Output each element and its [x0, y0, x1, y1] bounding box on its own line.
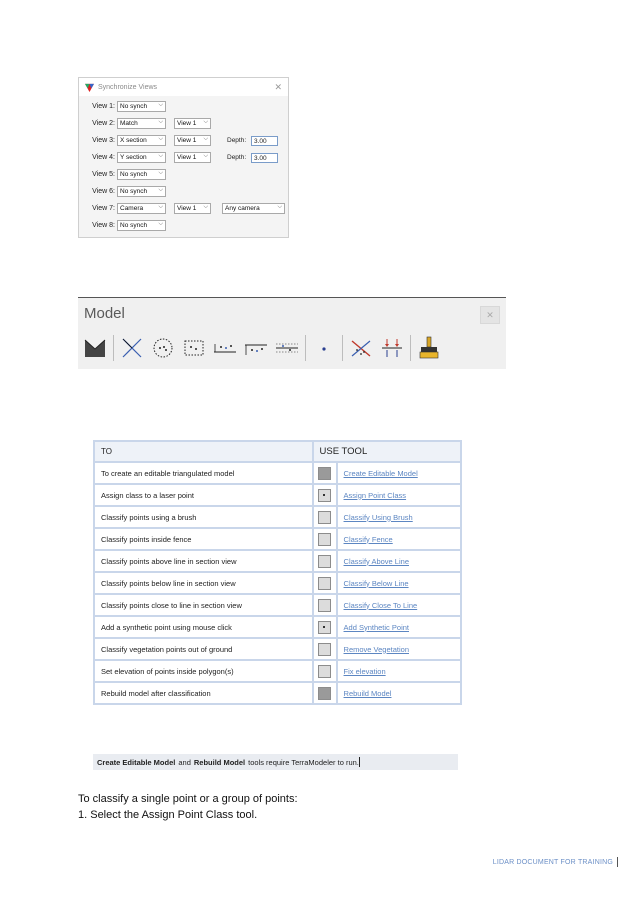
close-icon[interactable]: ✕ [480, 306, 500, 324]
depth-label: Depth: [227, 154, 247, 161]
table-header-row [94, 441, 461, 462]
task-description: Classify vegetation points out of ground [94, 638, 313, 660]
chevron-down-icon: ⌵ [158, 119, 163, 125]
divider [410, 335, 411, 361]
divider [305, 335, 306, 361]
vegetation-icon [349, 336, 373, 360]
footer-divider [617, 857, 618, 867]
task-description: To create an editable triangulated model [94, 462, 313, 484]
table-row [94, 682, 461, 704]
terramodeler-note [93, 754, 458, 770]
chevron-down-icon: ⌵ [158, 221, 163, 227]
rebuild-model-button[interactable] [416, 335, 442, 361]
create-model-icon [318, 467, 331, 480]
tool-icon-cell [313, 682, 337, 704]
task-description: Classify points using a brush [94, 506, 313, 528]
tool-icon-cell [313, 506, 337, 528]
depth-label: Depth: [227, 137, 247, 144]
divider [113, 335, 114, 361]
view-3-row [87, 134, 117, 147]
view-label: View 2: [92, 120, 115, 127]
view-6-sync-select[interactable] [117, 186, 166, 197]
chevron-down-icon: ⌵ [203, 119, 208, 125]
close-to-line-icon [275, 336, 299, 360]
chevron-down-icon: ⌵ [158, 136, 163, 142]
tool-icon-cell [313, 550, 337, 572]
view-5-sync-select[interactable] [117, 169, 166, 180]
divider [78, 297, 506, 298]
classify-fence-button[interactable] [181, 335, 207, 361]
fix-elevation-icon [380, 336, 404, 360]
view-7-row [87, 202, 117, 215]
below-line-icon [318, 577, 331, 590]
task-description: Assign class to a laser point [94, 484, 313, 506]
tool-link[interactable]: Classify Close To Line [337, 594, 461, 616]
table-row [94, 462, 461, 484]
task-description: Classify points close to line in section view [94, 594, 313, 616]
column-header-to: TO [94, 441, 313, 462]
fix-elevation-button[interactable] [379, 335, 405, 361]
task-description: Set elevation of points inside polygon(s) [94, 660, 313, 682]
select-value: Camera [120, 205, 144, 212]
view-7-sync-select[interactable] [117, 203, 166, 214]
chevron-down-icon: ⌵ [158, 153, 163, 159]
below-line-icon [244, 336, 268, 360]
view-4-row [87, 151, 117, 164]
toolbar-tools [82, 334, 447, 362]
close-icon[interactable]: ✕ [274, 81, 282, 92]
point-class-icon [318, 489, 331, 502]
page-footer [493, 857, 618, 867]
column-header-use-tool: USE TOOL [313, 441, 461, 462]
table-row [94, 484, 461, 506]
synchronize-views-dialog [78, 77, 289, 238]
table-row [94, 616, 461, 638]
view-label: View 4: [92, 154, 115, 161]
view-4-sync-select[interactable] [117, 152, 166, 163]
view-2-row [87, 117, 117, 130]
tool-link[interactable]: Remove Vegetation [337, 638, 461, 660]
tool-icon-cell [313, 462, 337, 484]
select-value: View 1 [177, 137, 197, 144]
dialog-title: Synchronize Views [98, 83, 158, 91]
select-value: Match [120, 120, 138, 127]
view-8-row [87, 219, 117, 232]
chevron-down-icon: ⌵ [203, 204, 208, 210]
chevron-down-icon: ⌵ [158, 187, 163, 193]
table-row [94, 572, 461, 594]
select-value: View 1 [177, 205, 197, 212]
chevron-down-icon: ⌵ [203, 136, 208, 142]
tool-reference-table [93, 440, 462, 705]
text-cursor [359, 757, 360, 767]
select-value: View 1 [177, 154, 197, 161]
tool-link[interactable]: Classify Fence [337, 528, 461, 550]
rectangle-fence-icon [182, 336, 206, 360]
table-row [94, 594, 461, 616]
fix-elevation-icon [318, 665, 331, 678]
view-5-row [87, 168, 117, 181]
terrascan-logo-icon [85, 83, 94, 92]
select-value: No synch [120, 222, 148, 229]
rebuild-icon [318, 687, 331, 700]
view-3-target-select[interactable] [174, 135, 211, 146]
brush-icon [318, 511, 331, 524]
dialog-titlebar [79, 78, 288, 96]
classify-circle-button[interactable] [150, 335, 176, 361]
view-label: View 7: [92, 205, 115, 212]
view-1-row [87, 100, 117, 113]
view-label: View 5: [92, 171, 115, 178]
chevron-down-icon: ⌵ [158, 204, 163, 210]
tool-icon-cell [313, 484, 337, 506]
chevron-down-icon: ⌵ [158, 102, 163, 108]
tool-icon-cell [313, 572, 337, 594]
divider [342, 335, 343, 361]
classify-below-line-button[interactable] [243, 335, 269, 361]
instruction-step-1: 1. Select the Assign Point Class tool. [78, 809, 258, 821]
note-and: and [178, 757, 191, 767]
view-4-depth-input[interactable]: 3.00 [251, 153, 278, 163]
tool-link[interactable]: Classify Using Brush [337, 506, 461, 528]
table-row [94, 660, 461, 682]
view-4-target-select[interactable] [174, 152, 211, 163]
tool-link[interactable]: Create Editable Model [337, 462, 461, 484]
view-2-target-select[interactable] [174, 118, 211, 129]
task-description: Classify points inside fence [94, 528, 313, 550]
select-value: X section [120, 137, 147, 144]
table-row [94, 638, 461, 660]
classify-close-to-line-button[interactable] [274, 335, 300, 361]
footer-text: LIDAR DOCUMENT FOR TRAINING [492, 858, 613, 866]
table-row [94, 506, 461, 528]
circle-fence-icon [151, 336, 175, 360]
create-editable-model-button[interactable] [82, 335, 108, 361]
table-row [94, 550, 461, 572]
tool-icon-cell [313, 528, 337, 550]
view-6-row [87, 185, 117, 198]
above-line-icon [213, 336, 237, 360]
tool-icon-cell [313, 616, 337, 638]
close-to-line-icon [318, 599, 331, 612]
tool-link[interactable]: Fix elevation [337, 660, 461, 682]
view-label: View 1: [92, 103, 115, 110]
synthetic-point-icon [318, 621, 331, 634]
instruction-intro: To classify a single point or a group of points: [78, 793, 298, 805]
chevron-down-icon: ⌵ [203, 153, 208, 159]
select-value: Y section [120, 154, 147, 161]
model-toolbar [78, 297, 506, 369]
vegetation-icon [318, 643, 331, 656]
chevron-down-icon: ⌵ [277, 204, 282, 210]
view-1-sync-select[interactable] [117, 101, 166, 112]
fence-icon [318, 533, 331, 546]
tool-link[interactable]: Classify Above Line [337, 550, 461, 572]
chevron-down-icon: ⌵ [158, 170, 163, 176]
tool-link[interactable]: Add Synthetic Point [337, 616, 461, 638]
view-8-sync-select[interactable] [117, 220, 166, 231]
view-7-target-select[interactable] [174, 203, 211, 214]
tool-icon-cell [313, 638, 337, 660]
tool-link[interactable]: Rebuild Model [337, 682, 461, 704]
tool-link[interactable]: Classify Below Line [337, 572, 461, 594]
rebuild-model-icon [417, 336, 441, 360]
above-line-icon [318, 555, 331, 568]
view-label: View 6: [92, 188, 115, 195]
select-value: View 1 [177, 120, 197, 127]
task-description: Rebuild model after classification [94, 682, 313, 704]
table-row [94, 528, 461, 550]
select-value: No synch [120, 188, 148, 195]
task-description: Classify points below line in section view [94, 572, 313, 594]
view-label: View 3: [92, 137, 115, 144]
tool-icon-cell [313, 594, 337, 616]
select-value: Any camera [225, 205, 260, 212]
view-2-sync-select[interactable] [117, 118, 166, 129]
add-synthetic-point-button[interactable] [311, 335, 337, 361]
note-rest: tools require TerraModeler to run. [248, 757, 359, 767]
note-bold-create-model: Create Editable Model [97, 757, 176, 767]
classify-above-line-button[interactable] [212, 335, 238, 361]
view-label: View 8: [92, 222, 115, 229]
view-3-depth-input[interactable]: 3.00 [251, 136, 278, 146]
note-bold-rebuild-model: Rebuild Model [193, 757, 246, 767]
select-value: No synch [120, 171, 148, 178]
brush-cross-icon [120, 336, 144, 360]
triangulated-model-icon [83, 336, 107, 360]
toolbar-title: Model [84, 305, 125, 322]
tool-link[interactable]: Assign Point Class [337, 484, 461, 506]
tool-icon-cell [313, 660, 337, 682]
classify-using-brush-button[interactable] [119, 335, 145, 361]
task-description: Add a synthetic point using mouse click [94, 616, 313, 638]
task-description: Classify points above line in section view [94, 550, 313, 572]
select-value: No synch [120, 103, 148, 110]
remove-vegetation-button[interactable] [348, 335, 374, 361]
synthetic-point-icon [312, 336, 336, 360]
view-3-sync-select[interactable] [117, 135, 166, 146]
view-7-camera-select[interactable] [222, 203, 285, 214]
